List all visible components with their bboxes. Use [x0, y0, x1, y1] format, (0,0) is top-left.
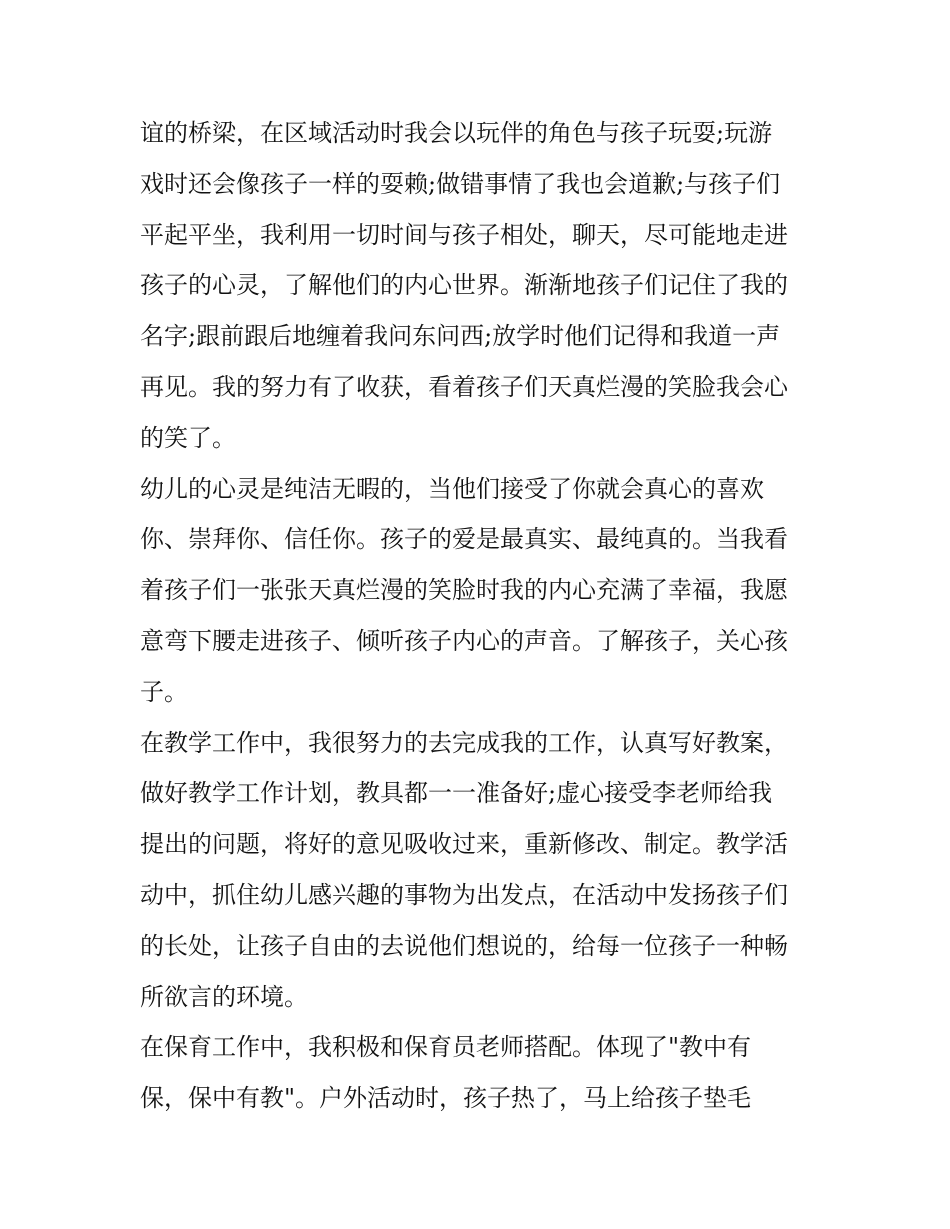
text-line: 子。 — [140, 677, 188, 706]
text-line: 孩子的心灵，了解他们的内心世界。渐渐地孩子们记住了我的 — [140, 271, 788, 300]
text-line: 意弯下腰走进孩子、倾听孩子内心的声音。了解孩子，关心孩 — [140, 626, 788, 655]
text-line: 保，保中有教"。户外活动时，孩子热了，马上给孩子垫毛 — [140, 1084, 752, 1113]
text-line: 在教学工作中，我很努力的去完成我的工作，认真写好教案， — [140, 728, 788, 757]
text-line: 动中，抓住幼儿感兴趣的事物为出发点，在活动中发扬孩子们 — [140, 880, 788, 909]
text-line: 再见。我的努力有了收获，看着孩子们天真烂漫的笑脸我会心 — [140, 372, 788, 401]
text-line: 的笑了。 — [140, 423, 236, 452]
text-line: 在保育工作中，我积极和保育员老师搭配。体现了"教中有 — [140, 1033, 752, 1062]
text-line: 着孩子们一张张天真烂漫的笑脸时我的内心充满了幸福，我愿 — [140, 576, 788, 605]
text-line: 平起平坐，我利用一切时间与孩子相处，聊天，尽可能地走进 — [140, 220, 788, 249]
text-line: 你、崇拜你、信任你。孩子的爱是最真实、最纯真的。当我看 — [140, 525, 788, 554]
text-line: 的长处，让孩子自由的去说他们想说的，给每一位孩子一种畅 — [140, 931, 788, 960]
text-line: 提出的问题，将好的意见吸收过来，重新修改、制定。教学活 — [140, 830, 788, 859]
text-line: 戏时还会像孩子一样的耍赖;做错事情了我也会道歉;与孩子们 — [140, 169, 781, 198]
text-line: 做好教学工作计划，教具都一一准备好;虚心接受李老师给我 — [140, 779, 773, 808]
text-line: 名字;跟前跟后地缠着我问东问西;放学时他们记得和我道一声 — [140, 322, 781, 351]
document-body — [140, 108, 820, 1124]
text-line: 谊的桥梁，在区域活动时我会以玩伴的角色与孩子玩耍;玩游 — [140, 119, 773, 147]
text-line: 所欲言的环境。 — [140, 982, 308, 1011]
text-line: 幼儿的心灵是纯洁无暇的，当他们接受了你就会真心的喜欢 — [140, 474, 764, 503]
